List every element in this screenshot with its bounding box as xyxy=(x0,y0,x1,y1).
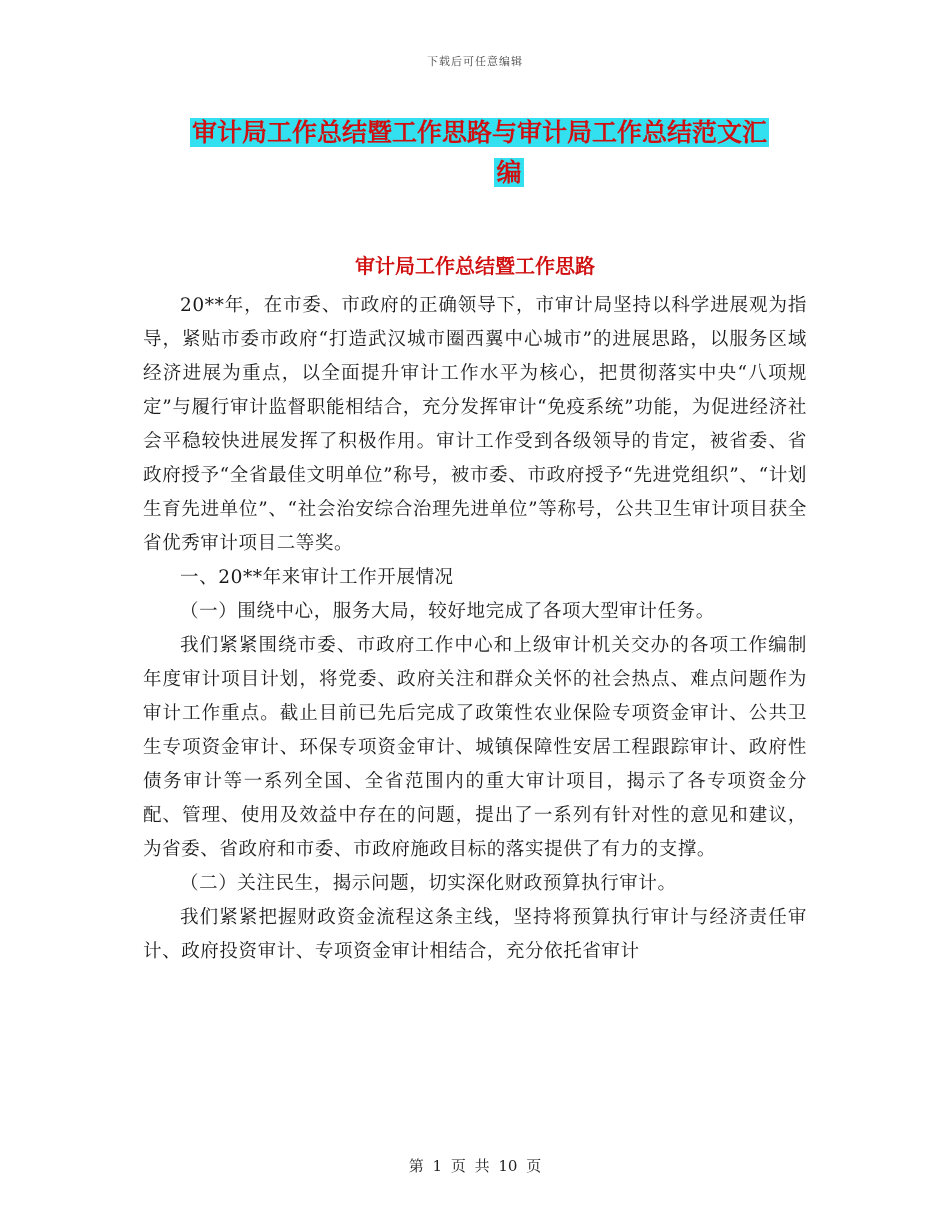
section-title: 审计局工作总结暨工作思路 xyxy=(355,254,595,278)
title-line-2-text: 编 xyxy=(496,158,522,187)
paragraph-2: 我们紧紧把握财政资金流程这条主线，坚持将预算执行审计与经济责任审计、政府投资审计、专项资金审计相结合，充分依托省审计 xyxy=(143,907,807,962)
heading-part-1: 一、20**年来审计工作开展情况 xyxy=(180,567,454,588)
document-title xyxy=(190,113,810,193)
page-footer: 第 1 页 共 10 页 xyxy=(408,1157,542,1175)
title-line-1-text: 审计局工作总结暨工作思路与审计局工作总结范文汇 xyxy=(192,118,768,147)
paragraph-1: 我们紧紧围绕市委、市政府工作中心和上级审计机关交办的各项工作编制年度审计项目计划，将党委、政府关注和群众关怀的社会热点、难点问题作为审计工作重点。截止目前已先后完成了政策性农业保险专项资金审计、公共卫生专项资金审计、环保专项资金审计、城镇保障性安居工程跟踪审计、政府性债务审计等一系列全国、全省范围内的重大审计项目，揭示了各专项资金分配、管理、使用及效益中存在的问题，提出了一系列有针对性的意见和建议，为省委、省政府和市委、市政府施政目标的落实提供了有力的支撑。 xyxy=(143,635,807,860)
title-line-1 xyxy=(190,113,810,153)
body-text xyxy=(143,289,807,969)
subheading-2: （二）关注民生，揭示问题，切实深化财政预算执行审计。 xyxy=(180,873,677,894)
paragraph-intro: 20**年，在市委、市政府的正确领导下，市审计局坚持以科学进展观为指导，紧贴市委市政府“打造武汉城市圈西翼中心城市”的进展思路，以服务区域经济进展为重点，以全面提升审计工作水平为核心，把贯彻落实中央“八项规定”与履行审计监督职能相结合，充分发挥审计“免疫系统”功能，为促进经济社会平稳较快进展发挥了积极作用。审计工作受到各级领导的肯定，被省委、省政府授予“全省最佳文明单位”称号，被市委、市政府授予“先进党组织”、“计划生育先进单位”、“社会治安综合治理先进单位”等称号，公共卫生审计项目获全省优秀审计项目二等奖。 xyxy=(143,295,807,554)
header-note: 下载后可任意编辑 xyxy=(427,55,523,68)
subheading-1: （一）围绕中心，服务大局，较好地完成了各项大型审计任务。 xyxy=(180,601,715,622)
title-line-2 xyxy=(190,153,810,193)
